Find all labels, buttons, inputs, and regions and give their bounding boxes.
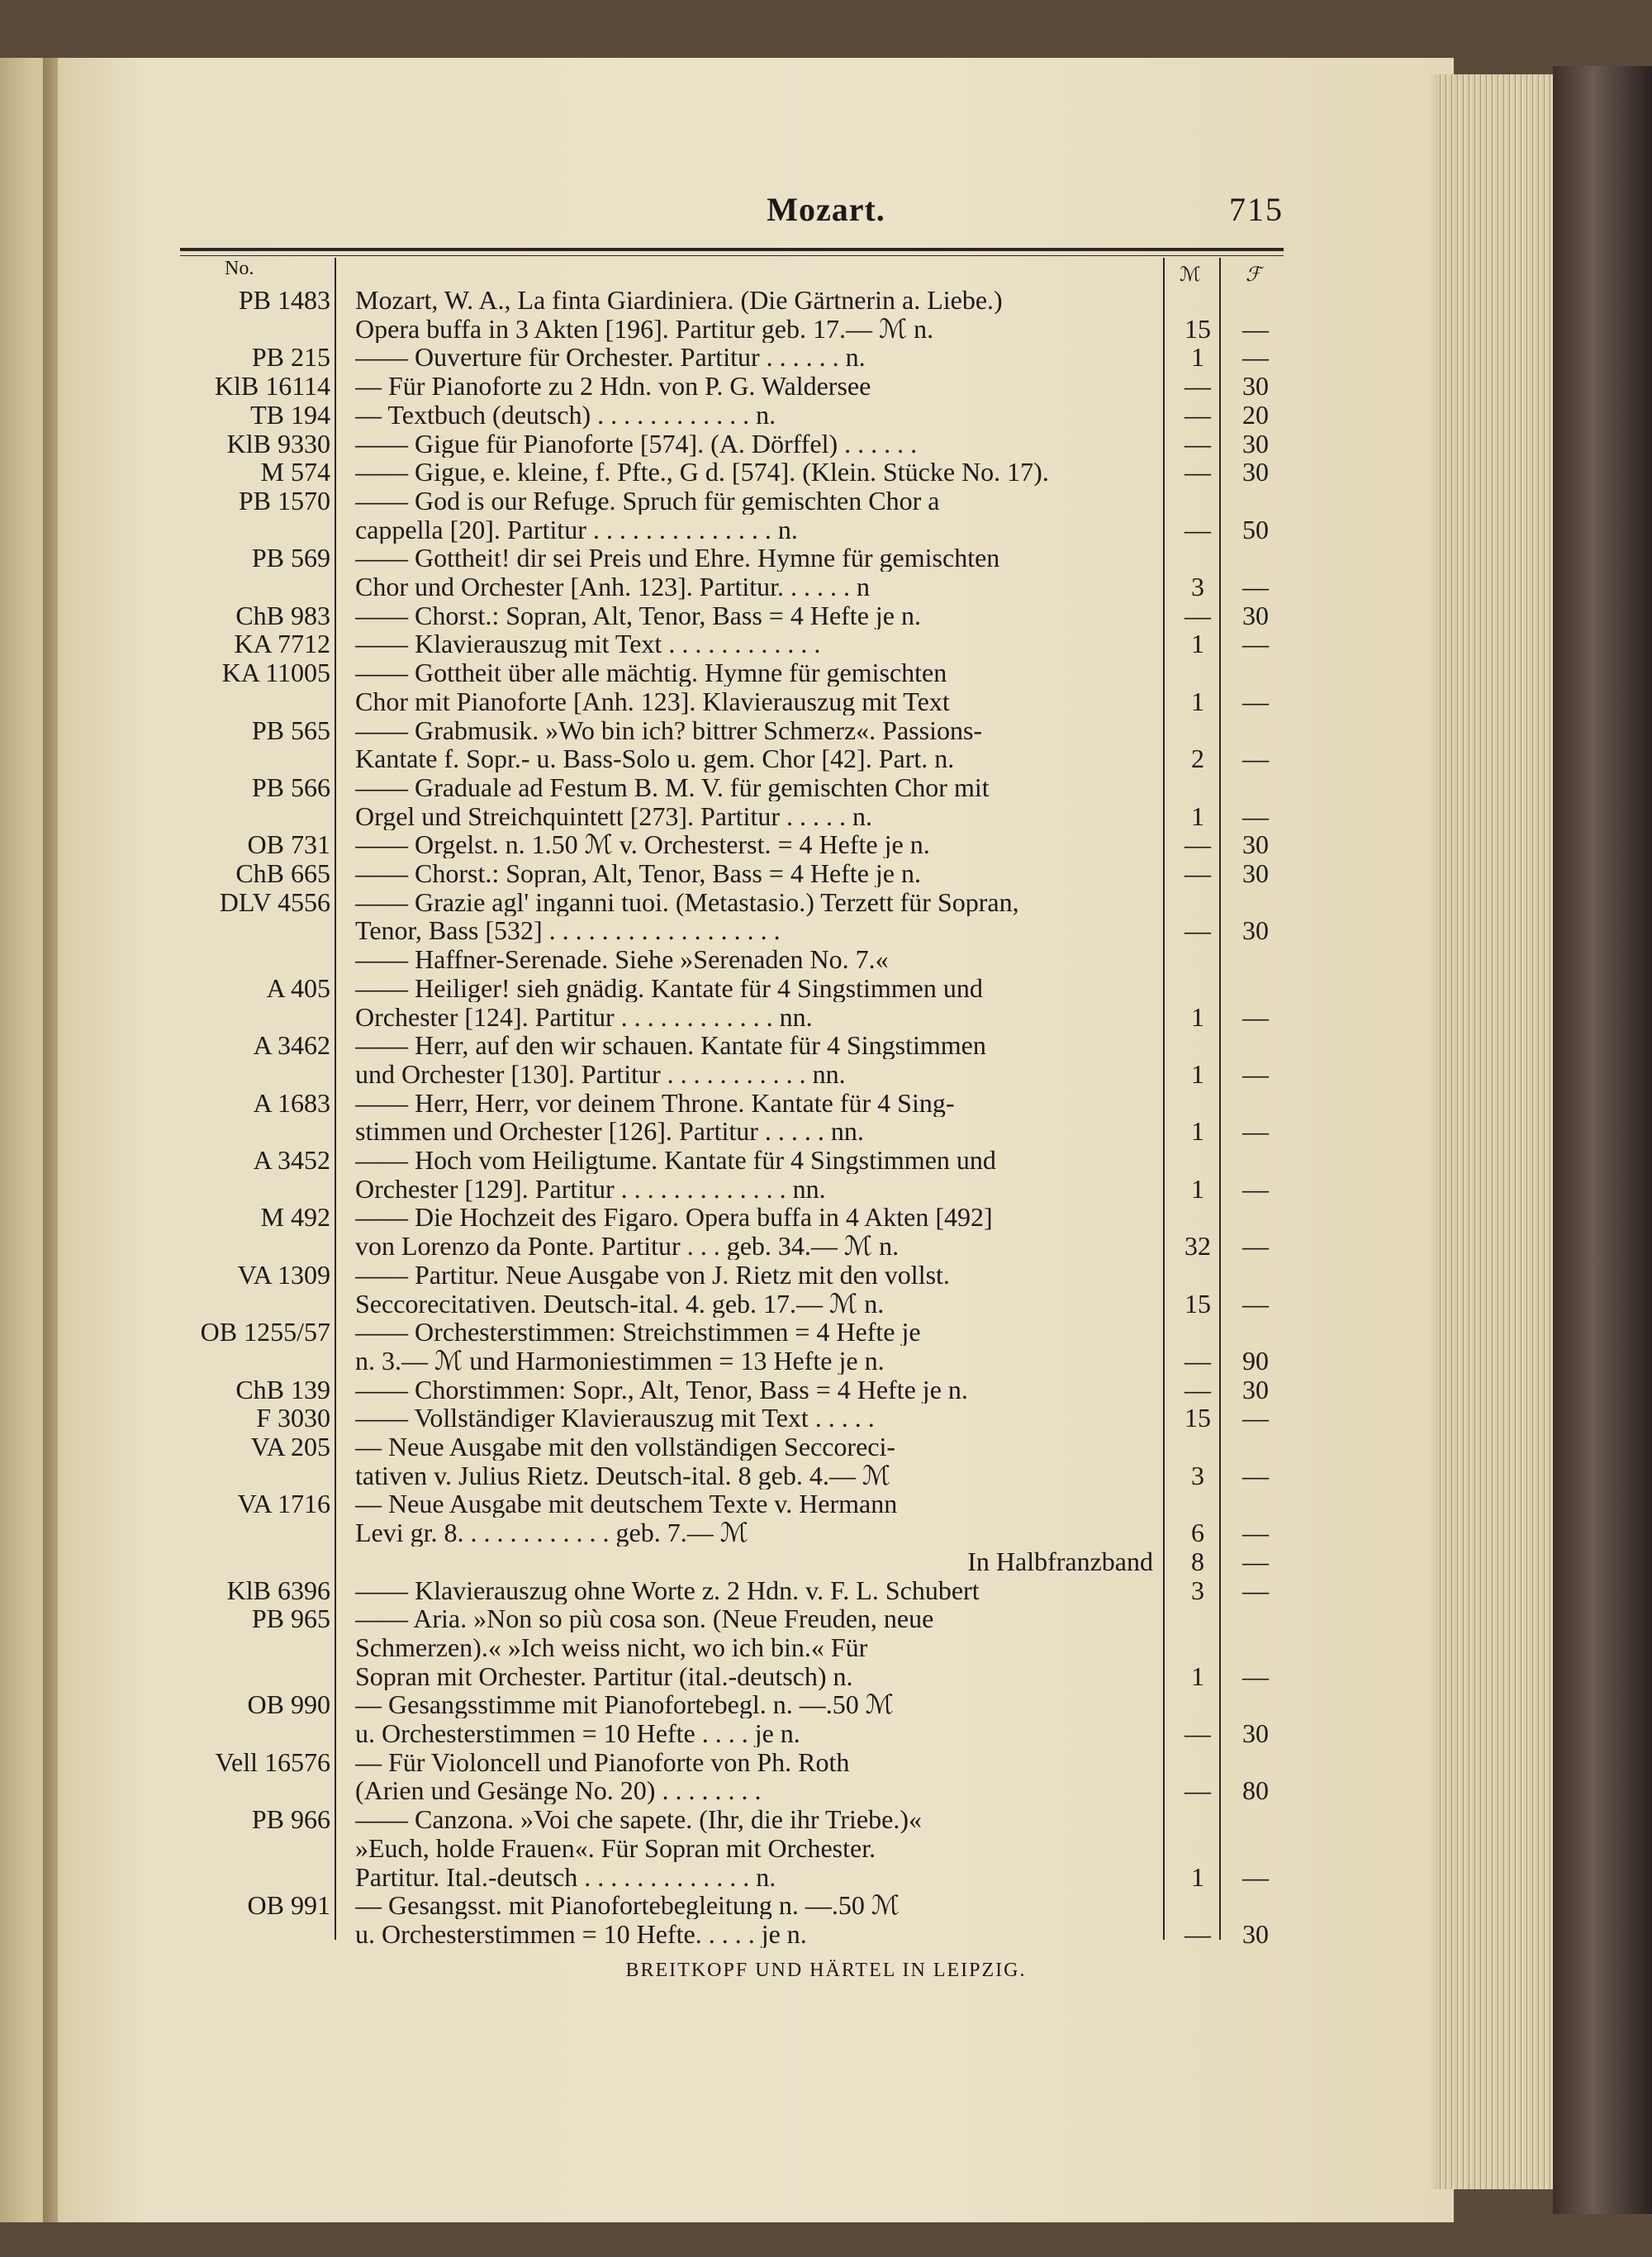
catalog-row [0,1604,1652,1632]
price-pfennig: 20 [1242,399,1269,430]
entry-text: — Für Pianoforte zu 2 Hdn. von P. G. Waldersee [355,372,871,401]
catalog-row [0,1318,1652,1346]
price-mark: 3 [1191,1460,1204,1490]
catalog-row [0,372,1652,400]
catalog-row [0,658,1652,687]
catalog-number: ChB 983 [235,600,330,630]
catalog-row [0,1920,1652,1948]
catalog-number: PB 966 [251,1804,330,1835]
catalog-row [0,1261,1652,1289]
entry-text: —— Grabmusik. »Wo bin ich? bittrer Schmerz«. Passions- [355,715,983,744]
catalog-number: M 492 [260,1202,330,1233]
catalog-row [0,1089,1652,1117]
price-mark: — [1184,1718,1211,1748]
entry-text: —— Ouverture für Orchester. Partitur . . . . . . n. [355,343,866,372]
entry-text: tativen v. Julius Rietz. Deutsch-ital. 8 geb. 4.— ℳ [355,1461,891,1490]
entry-text: — Gesangsstimme mit Pianofortebegl. n. —.50 ℳ [355,1690,894,1719]
entry-text: —— Chorst.: Sopran, Alt, Tenor, Bass = 4 Hefte je n. [355,601,921,630]
entry-text: — Für Violoncell und Pianoforte von Ph. Roth [355,1747,850,1776]
catalog-row [0,315,1652,343]
catalog-number: A 1683 [253,1087,330,1118]
publisher-footer: BREITKOPF UND HÄRTEL IN LEIPZIG. [625,1960,1027,1981]
price-mark: — [1184,858,1211,888]
price-mark: — [1184,829,1211,860]
entry-text: —— Haffner-Serenade. Siehe »Serenaden No. 7.« [355,945,889,974]
catalog-number: TB 194 [250,399,330,430]
price-mark: 1 [1191,1001,1204,1032]
catalog-row [0,544,1652,572]
price-mark: 1 [1191,1058,1204,1089]
catalog-number: PB 215 [251,342,330,373]
catalog-row [0,830,1652,858]
catalog-row [0,1232,1652,1260]
price-pfennig: 50 [1242,514,1269,544]
catalog-row [0,888,1652,916]
entry-text: —— Herr, Herr, vor deinem Throne. Kantate für 4 Sing- [355,1088,955,1117]
catalog-row [0,1690,1652,1718]
entry-text: Mozart, W. A., La finta Giardiniera. (Die Gärtnerin a. Liebe.) [355,286,1003,314]
catalog-row [0,974,1652,1002]
entry-text: Orchester [124]. Partitur . . . . . . . . . . . . nn. [355,1002,813,1031]
catalog-row [0,1805,1652,1833]
entry-text: —— Herr, auf den wir schauen. Kantate für 4 Singstimmen [355,1031,986,1060]
entry-text: Opera buffa in 3 Akten [196]. Partitur geb. 17.— ℳ n. [355,314,934,343]
catalog-number: KlB 16114 [214,371,330,402]
entry-text: —— Gigue für Pianoforte [574]. (A. Dörffel) . . . . . . [355,429,918,458]
catalog-row [0,1662,1652,1690]
catalog-row [0,1834,1652,1862]
catalog-number: DLV 4556 [219,886,330,917]
entry-text: —— Klavierauszug mit Text . . . . . . . . . . . . [355,630,821,658]
entry-text: —— Chorst.: Sopran, Alt, Tenor, Bass = 4 Hefte je n. [355,859,921,887]
entry-text: —— Die Hochzeit des Figaro. Opera buffa in 4 Akten [492] [355,1203,993,1232]
catalog-number: ChB 665 [235,858,330,888]
catalog-number: VA 1309 [237,1259,330,1290]
entry-text: —— Hoch vom Heiligtume. Kantate für 4 Singstimmen und [355,1146,996,1174]
catalog-row [0,1719,1652,1747]
price-mark: 1 [1191,1116,1204,1147]
entry-text: —— Gottheit! dir sei Preis und Ehre. Hymne für gemischten [355,544,1000,573]
price-mark: 1 [1191,1861,1204,1892]
catalog-number: M 574 [260,457,330,487]
catalog-row [0,1547,1652,1575]
catalog-row [0,1891,1652,1919]
price-mark: 6 [1191,1518,1204,1548]
catalog-number: F 3030 [256,1403,330,1433]
catalog-row [0,1490,1652,1518]
catalog-row [0,1117,1652,1145]
price-pfennig: 30 [1242,1918,1269,1949]
price-pfennig: — [1242,1001,1269,1032]
price-pfennig: 30 [1242,1374,1269,1404]
catalog-row [0,744,1652,772]
catalog-number: PB 569 [251,543,330,573]
catalog-number: A 3462 [253,1030,330,1061]
price-mark: 15 [1184,1288,1211,1319]
catalog-row [0,716,1652,744]
price-pfennig: — [1242,572,1269,601]
entry-text: stimmen und Orchester [126]. Partitur . . . . . nn. [355,1117,864,1146]
price-pfennig: — [1242,1661,1269,1691]
entry-text: Tenor, Bass [532] . . . . . . . . . . . . . . . . . . [355,916,781,945]
price-pfennig: — [1242,1518,1269,1548]
entry-text: Orchester [129]. Partitur . . . . . . . . . . . . . nn. [355,1174,826,1203]
catalog-row [0,1404,1652,1432]
catalog-number: KA 7712 [234,629,330,659]
catalog-number: KlB 6396 [226,1575,330,1605]
price-pfennig: — [1242,342,1269,373]
entry-text: »Euch, holde Frauen«. Für Sopran mit Orchester. [355,1833,876,1862]
catalog-row [0,1290,1652,1318]
entry-text: Schmerzen).« »Ich weiss nicht, wo ich bin.« Für [355,1632,868,1661]
catalog-number: VA 1716 [237,1489,330,1519]
price-mark: 3 [1191,1575,1204,1605]
price-pfennig: 30 [1242,428,1269,459]
catalog-row [0,773,1652,801]
price-pfennig: 30 [1242,457,1269,487]
price-pfennig: 30 [1242,371,1269,402]
entry-text: —— Aria. »Non so più cosa son. (Neue Freuden, neue [355,1604,934,1633]
catalog-row [0,286,1652,314]
entry-text: von Lorenzo da Ponte. Partitur . . . geb. 34.— ℳ n. [355,1232,900,1261]
page-title: Mozart. [767,191,885,228]
price-pfennig: — [1242,1403,1269,1433]
catalog-row [0,1347,1652,1375]
catalog-row [0,1003,1652,1031]
catalog-number: OB 1255/57 [200,1317,330,1347]
catalog-number: PB 1483 [238,285,330,315]
catalog-number: PB 965 [251,1604,330,1634]
catalog-row [0,430,1652,458]
price-mark: 1 [1191,629,1204,659]
catalog-row [0,1175,1652,1203]
catalog-row [0,630,1652,658]
catalog-row [0,1748,1652,1776]
price-mark: 32 [1184,1231,1211,1262]
catalog-row [0,945,1652,973]
catalog-row [0,343,1652,371]
entry-text: —— Chorstimmen: Sopr., Alt, Tenor, Bass = 4 Hefte je n. [355,1375,968,1404]
column-header-no: No. [225,258,254,279]
entry-text: —— Graduale ad Festum B. M. V. für gemischten Chor mit [355,772,990,801]
price-pfennig: — [1242,313,1269,344]
price-pfennig: 80 [1242,1775,1269,1806]
catalog-row [0,1060,1652,1088]
header-rule [180,248,1284,251]
price-pfennig: — [1242,1231,1269,1262]
entry-text: n. 3.— ℳ und Harmoniestimmen = 13 Hefte je n. [355,1346,885,1375]
catalog-row [0,1518,1652,1547]
price-pfennig: — [1242,1575,1269,1605]
catalog-row [0,1031,1652,1059]
price-mark: 2 [1191,744,1204,774]
entry-text: Seccorecitativen. Deutsch-ital. 4. geb. 17.— ℳ n. [355,1289,885,1318]
catalog-row [0,1576,1652,1604]
catalog-number: A 405 [266,972,330,1003]
entry-text: Orgel und Streichquintett [273]. Partitur . . . . . n. [355,801,872,830]
header-rule-thin [180,255,1284,256]
entry-text: Chor mit Pianoforte [Anh. 123]. Klavierauszug mit Text [355,687,950,715]
catalog-number: OB 731 [247,829,330,860]
catalog-row [0,487,1652,515]
catalog-number: KA 11005 [221,658,330,688]
catalog-number: OB 990 [247,1689,330,1720]
entry-text: Kantate f. Sopr.- u. Bass-Solo u. gem. Chor [42]. Part. n. [355,744,955,773]
catalog-row [0,401,1652,429]
catalog-row [0,802,1652,830]
catalog-number: VA 205 [250,1432,330,1461]
price-mark: — [1184,915,1211,946]
catalog-row [0,1433,1652,1461]
price-mark: — [1184,514,1211,544]
price-mark: 1 [1191,686,1204,716]
entry-text: —— Orgelst. n. 1.50 ℳ v. Orchesterst. = 4 Hefte je n. [355,830,930,859]
catalog-row [0,601,1652,630]
catalog-number: PB 1570 [238,485,330,516]
entry-text: — Neue Ausgabe mit den vollständigen Seccoreci- [355,1433,896,1461]
price-pfennig: 30 [1242,858,1269,888]
catalog-row [0,573,1652,601]
entry-text: Partitur. Ital.-deutsch . . . . . . . . . . . . . n. [355,1862,776,1891]
price-mark: — [1184,1775,1211,1806]
column-header-pf: ℱ [1246,264,1261,286]
price-mark: 15 [1184,1403,1211,1433]
entry-text: In Halbfranzband [967,1547,1153,1575]
catalog-number: KlB 9330 [226,428,330,459]
catalog-number: PB 566 [251,772,330,802]
catalog-row [0,1863,1652,1891]
catalog-row [0,1376,1652,1404]
entry-text: —— Vollständiger Klavierauszug mit Text . . . . . [355,1404,875,1433]
price-mark: — [1184,1345,1211,1376]
entry-text: (Arien und Gesänge No. 20) . . . . . . . . [355,1776,762,1805]
price-pfennig: — [1242,629,1269,659]
catalog-row [0,1461,1652,1490]
entry-text: —— Grazie agl' inganni tuoi. (Metastasio.) Terzett für Sopran, [355,887,1019,916]
entry-text: und Orchester [130]. Partitur . . . . . . . . . . . nn. [355,1059,846,1088]
catalog-number: A 3452 [253,1145,330,1175]
catalog-row [0,516,1652,544]
price-mark: — [1184,428,1211,459]
entry-text: —— Klavierauszug ohne Worte z. 2 Hdn. v. F. L. Schubert [355,1575,980,1604]
price-pfennig: — [1242,1058,1269,1089]
entry-text: —— Gottheit über alle mächtig. Hymne für gemischten [355,658,947,687]
price-mark: — [1184,1918,1211,1949]
catalog-row [0,1203,1652,1231]
catalog-row [0,916,1652,944]
catalog-row [0,1146,1652,1174]
price-mark: — [1184,399,1211,430]
price-pfennig: — [1242,1116,1269,1147]
catalog-number: OB 991 [247,1890,330,1921]
entry-text: —— Canzona. »Voi che sapete. (Ihr, die ihr Triebe.)« [355,1805,922,1834]
price-pfennig: — [1242,1173,1269,1204]
price-pfennig: — [1242,744,1269,774]
column-header-mark: ℳ [1180,264,1201,286]
entry-text: Chor und Orchester [Anh. 123]. Partitur. . . . . . n [355,573,871,601]
catalog-number: PB 565 [251,715,330,745]
entry-text: —— Heiliger! sieh gnädig. Kantate für 4 Singstimmen und [355,973,983,1002]
entry-text: Sopran mit Orchester. Partitur (ital.-deutsch) n. [355,1661,853,1690]
entry-text: — Neue Ausgabe mit deutschem Texte v. Hermann [355,1490,898,1518]
price-pfennig: — [1242,686,1269,716]
catalog-row [0,687,1652,715]
price-mark: — [1184,457,1211,487]
price-mark: 1 [1191,801,1204,831]
price-pfennig: — [1242,1460,1269,1490]
price-mark: — [1184,371,1211,402]
entry-text: Levi gr. 8. . . . . . . . . . . . geb. 7.— ℳ [355,1518,748,1547]
price-pfennig: — [1242,1861,1269,1892]
catalog-row [0,1633,1652,1661]
entry-text: u. Orchesterstimmen = 10 Hefte . . . . je n. [355,1719,800,1747]
price-mark: 15 [1184,313,1211,344]
entry-text: — Textbuch (deutsch) . . . . . . . . . . . . n. [355,400,776,429]
catalog-number: ChB 139 [235,1374,330,1404]
entry-text: —— Partitur. Neue Ausgabe von J. Rietz mit den vollst. [355,1260,950,1289]
entry-text: —— Gigue, e. kleine, f. Pfte., G d. [574]. (Klein. Stücke No. 17). [355,458,1049,487]
page-number: 715 [1229,191,1284,228]
price-pfennig: — [1242,1288,1269,1319]
price-mark: — [1184,600,1211,630]
price-pfennig: 30 [1242,1718,1269,1748]
entry-text: cappella [20]. Partitur . . . . . . . . . . . . . . n. [355,515,798,544]
catalog-row [0,859,1652,887]
price-mark: — [1184,1374,1211,1404]
price-pfennig: 90 [1242,1345,1269,1376]
price-mark: 1 [1191,1661,1204,1691]
entry-text: u. Orchesterstimmen = 10 Hefte. . . . . je n. [355,1919,807,1948]
entry-text: — Gesangsst. mit Pianofortebegleitung n. —.50 ℳ [355,1891,900,1920]
catalog-row [0,1776,1652,1804]
price-mark: 1 [1191,1173,1204,1204]
entry-text: —— God is our Refuge. Spruch für gemischten Chor a [355,486,940,515]
price-mark: 1 [1191,342,1204,373]
price-pfennig: — [1242,1546,1269,1576]
price-pfennig: 30 [1242,829,1269,860]
entry-text: —— Orchesterstimmen: Streichstimmen = 4 Hefte je [355,1318,921,1347]
catalog-number: Vell 16576 [215,1746,330,1777]
price-pfennig: 30 [1242,600,1269,630]
price-pfennig: — [1242,801,1269,831]
price-pfennig: 30 [1242,915,1269,946]
price-mark: 8 [1191,1546,1204,1576]
catalog-row [0,458,1652,486]
price-mark: 3 [1191,572,1204,601]
